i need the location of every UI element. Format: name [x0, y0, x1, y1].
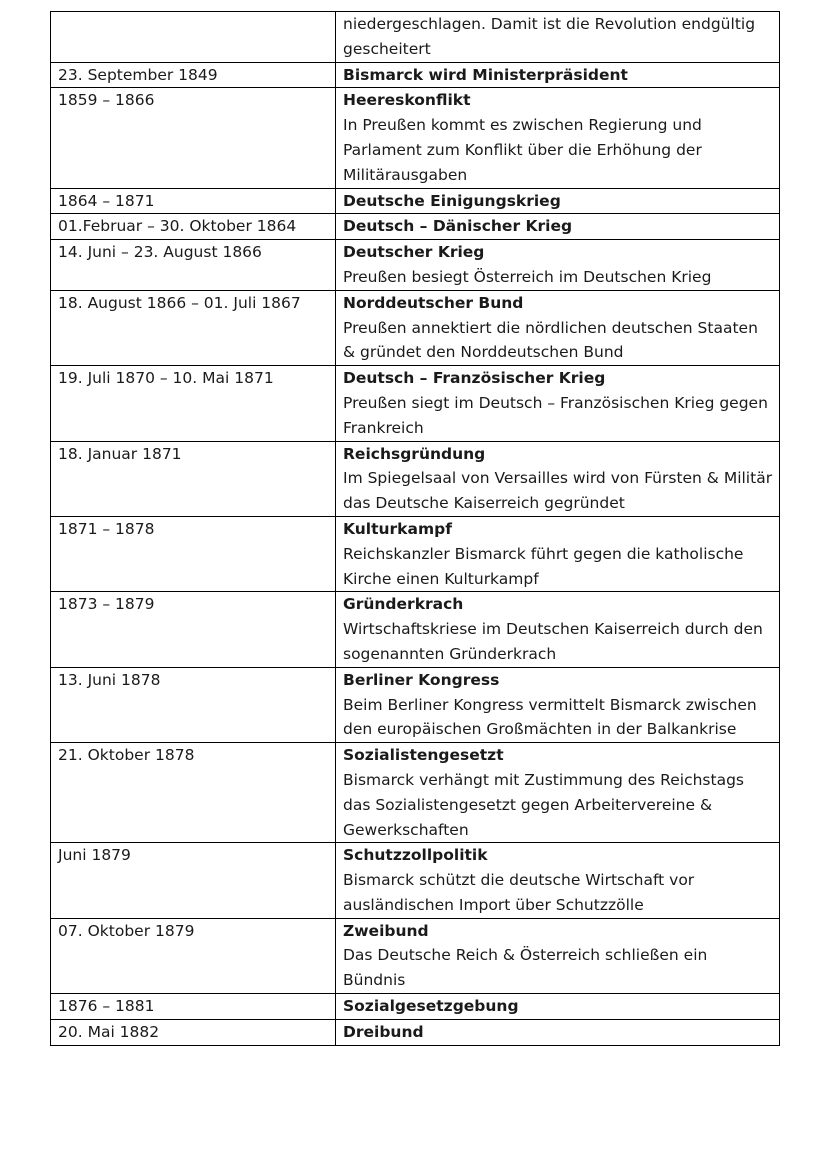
- event-description: Preußen siegt im Deutsch – Französischen Krieg gegen Frankreich: [343, 393, 768, 437]
- event-title: Deutsche Einigungskrieg: [343, 191, 561, 210]
- event-cell: [336, 88, 780, 188]
- event-cell: [336, 188, 780, 214]
- date-cell: 1873 – 1879: [51, 592, 336, 667]
- event-title: Norddeutscher Bund: [343, 293, 524, 312]
- date-cell: 18. August 1866 – 01. Juli 1867: [51, 290, 336, 365]
- table-row: [51, 366, 780, 441]
- event-description: Bismarck verhängt mit Zustimmung des Reichstags das Sozialistengesetzt gegen Arbeitervereine & Gewerkschaften: [343, 770, 744, 839]
- date-cell: Juni 1879: [51, 843, 336, 918]
- event-title: Bismarck wird Ministerpräsident: [343, 65, 628, 84]
- event-cell: [336, 290, 780, 365]
- event-cell: [336, 667, 780, 742]
- table-row: [51, 290, 780, 365]
- event-description: Beim Berliner Kongress vermittelt Bismarck zwischen den europäischen Großmächten in der Balkankrise: [343, 695, 757, 739]
- table-row: [51, 994, 780, 1020]
- event-title: Zweibund: [343, 921, 429, 940]
- event-cell: [336, 214, 780, 240]
- event-description: Das Deutsche Reich & Österreich schließen ein Bündnis: [343, 946, 708, 990]
- event-cell: [336, 1019, 780, 1045]
- table-row: [51, 240, 780, 291]
- event-title: Sozialgesetzgebung: [343, 997, 519, 1016]
- date-cell: 1864 – 1871: [51, 188, 336, 214]
- table-row: [51, 12, 780, 63]
- timeline-table: [50, 11, 780, 1046]
- event-cell: [336, 62, 780, 88]
- event-title: Schutzzollpolitik: [343, 846, 488, 865]
- date-cell: 13. Juni 1878: [51, 667, 336, 742]
- event-cell: [336, 516, 780, 591]
- table-row: [51, 88, 780, 188]
- event-cell: [336, 918, 780, 993]
- date-cell: 14. Juni – 23. August 1866: [51, 240, 336, 291]
- event-description: Bismarck schützt die deutsche Wirtschaft vor ausländischen Import über Schutzzölle: [343, 871, 695, 914]
- event-description: In Preußen kommt es zwischen Regierung und Parlament zum Konflikt über die Erhöhung der Militärausgaben: [343, 116, 702, 184]
- event-title: Gründerkrach: [343, 595, 464, 614]
- table-row: [51, 441, 780, 516]
- event-description: Reichskanzler Bismarck führt gegen die katholische Kirche einen Kulturkampf: [343, 544, 744, 588]
- date-cell: 19. Juli 1870 – 10. Mai 1871: [51, 366, 336, 441]
- date-cell: 1876 – 1881: [51, 994, 336, 1020]
- event-description: Preußen besiegt Österreich im Deutschen Krieg: [343, 267, 712, 286]
- event-title: Deutsch – Französischer Krieg: [343, 369, 606, 388]
- date-cell: [51, 12, 336, 63]
- table-row: [51, 592, 780, 667]
- event-cell: [336, 843, 780, 918]
- event-title: Deutscher Krieg: [343, 243, 485, 262]
- event-title: Berliner Kongress: [343, 670, 500, 689]
- table-row: [51, 516, 780, 591]
- table-row: [51, 1019, 780, 1045]
- document-page: [50, 11, 780, 1046]
- date-cell: 1859 – 1866: [51, 88, 336, 188]
- event-title: Dreibund: [343, 1022, 424, 1041]
- date-cell: 01.Februar – 30. Oktober 1864: [51, 214, 336, 240]
- date-cell: 21. Oktober 1878: [51, 743, 336, 843]
- event-cell: [336, 366, 780, 441]
- event-cell: [336, 994, 780, 1020]
- table-row: [51, 188, 780, 214]
- event-title: Deutsch – Dänischer Krieg: [343, 217, 573, 236]
- event-description: niedergeschlagen. Damit ist die Revolution endgültig gescheitert: [343, 15, 756, 58]
- event-description: Preußen annektiert die nördlichen deutschen Staaten & gründet den Norddeutschen Bund: [343, 318, 758, 362]
- date-cell: 18. Januar 1871: [51, 441, 336, 516]
- event-title: Heereskonflikt: [343, 91, 471, 110]
- event-cell: [336, 12, 780, 63]
- table-row: [51, 62, 780, 88]
- date-cell: 07. Oktober 1879: [51, 918, 336, 993]
- table-row: [51, 843, 780, 918]
- event-cell: [336, 592, 780, 667]
- event-title: Sozialistengesetzt: [343, 746, 504, 765]
- event-cell: [336, 743, 780, 843]
- table-row: [51, 667, 780, 742]
- table-row: [51, 743, 780, 843]
- event-cell: [336, 441, 780, 516]
- date-cell: 23. September 1849: [51, 62, 336, 88]
- table-row: [51, 214, 780, 240]
- event-description: Im Spiegelsaal von Versailles wird von Fürsten & Militär das Deutsche Kaiserreich gegründet: [343, 469, 773, 513]
- event-title: Reichsgründung: [343, 444, 486, 463]
- event-description: Wirtschaftskriese im Deutschen Kaiserreich durch den sogenannten Gründerkrach: [343, 620, 763, 663]
- event-cell: [336, 240, 780, 291]
- event-title: Kulturkampf: [343, 519, 452, 538]
- table-row: [51, 918, 780, 993]
- date-cell: 1871 – 1878: [51, 516, 336, 591]
- date-cell: 20. Mai 1882: [51, 1019, 336, 1045]
